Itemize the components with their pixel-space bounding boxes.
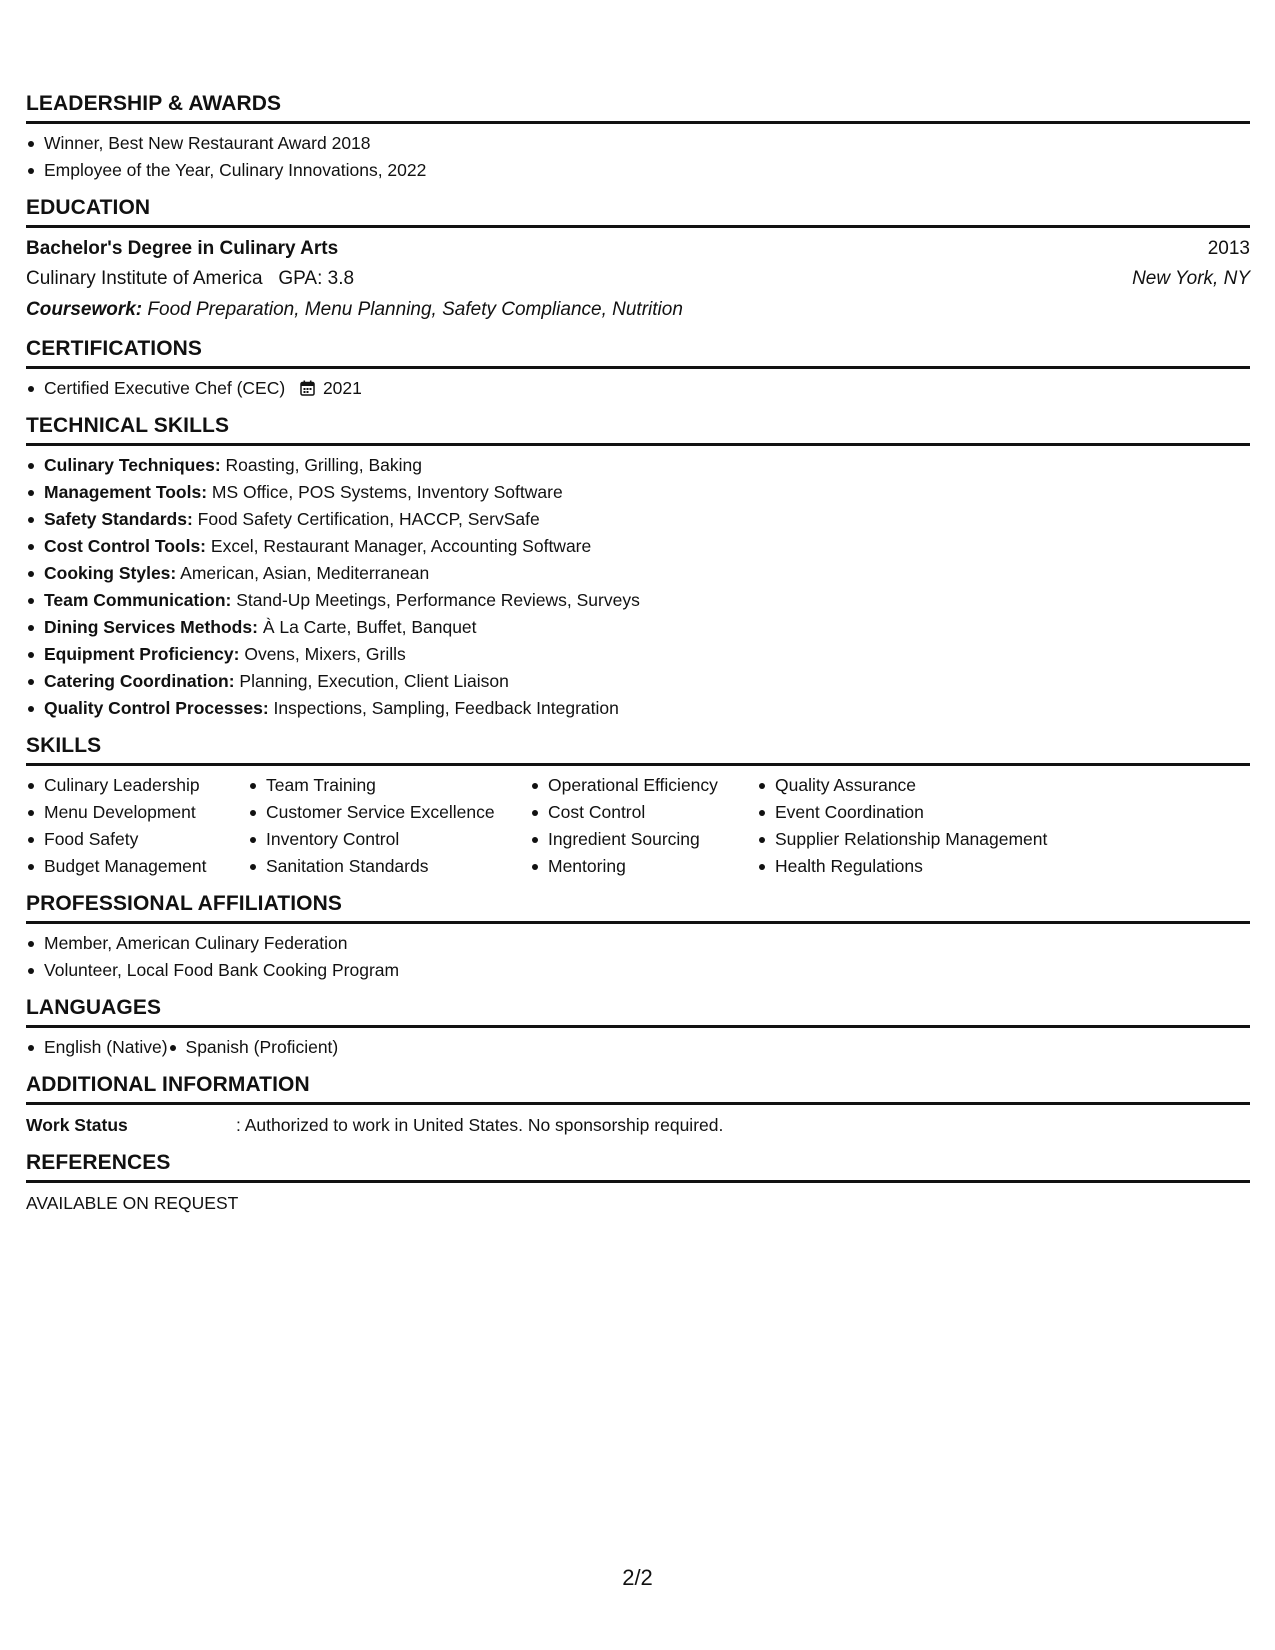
references-section <box>26 1151 1250 1217</box>
section-title: LEADERSHIP & AWARDS <box>26 92 1250 124</box>
skill-category: Culinary Techniques: <box>44 455 221 475</box>
skill-category: Cooking Styles: <box>44 563 177 583</box>
list-item: Supplier Relationship Management <box>757 826 1077 853</box>
list-item: Spanish (Proficient) <box>168 1034 339 1061</box>
skill-values: Planning, Execution, Client Liaison <box>239 671 509 691</box>
skill-values: Inspections, Sampling, Feedback Integration <box>273 698 619 718</box>
skill-values: Food Safety Certification, HACCP, ServSafe <box>197 509 540 529</box>
degree-name: Bachelor's Degree in Culinary Arts <box>26 238 339 259</box>
skill-values: American, Asian, Mediterranean <box>180 563 430 583</box>
list-item: Mentoring <box>530 853 745 880</box>
list-item <box>26 695 1250 722</box>
list-item: Team Training <box>248 772 518 799</box>
list-item: Winner, Best New Restaurant Award 2018 <box>26 130 1250 157</box>
list-item: Volunteer, Local Food Bank Cooking Program <box>26 957 1250 984</box>
technical-skills-list <box>26 452 1250 722</box>
languages-section <box>26 996 1250 1061</box>
list-item <box>26 641 1250 668</box>
degree-row <box>26 234 1250 264</box>
gpa: GPA: 3.8 <box>278 268 355 289</box>
list-item: Event Coordination <box>757 799 1077 826</box>
skill-values: À La Carte, Buffet, Banquet <box>262 617 477 637</box>
skill-category: Cost Control Tools: <box>44 536 207 556</box>
list-item: Menu Development <box>26 799 236 826</box>
page-number: 2/2 <box>622 1565 653 1590</box>
list-item: Member, American Culinary Federation <box>26 930 1250 957</box>
coursework-list: Food Preparation, Menu Planning, Safety Compliance, Nutrition <box>147 299 683 320</box>
skill-category: Catering Coordination: <box>44 671 235 691</box>
skills-column <box>248 772 518 880</box>
list-item: Employee of the Year, Culinary Innovations, 2022 <box>26 157 1250 184</box>
list-item <box>26 560 1250 587</box>
list-item <box>26 587 1250 614</box>
additional-info-section <box>26 1073 1250 1139</box>
institution-name: Culinary Institute of America <box>26 268 263 289</box>
list-item: Quality Assurance <box>757 772 1077 799</box>
skill-values: Ovens, Mixers, Grills <box>244 644 406 664</box>
section-title: LANGUAGES <box>26 996 1250 1028</box>
skill-category: Equipment Proficiency: <box>44 644 240 664</box>
leadership-list <box>26 130 1250 184</box>
skills-column <box>757 772 1077 880</box>
graduation-year: 2013 <box>1207 238 1250 259</box>
skill-values: MS Office, POS Systems, Inventory Software <box>211 482 563 502</box>
coursework-line <box>26 294 1250 325</box>
section-title: TECHNICAL SKILLS <box>26 414 1250 446</box>
section-title: REFERENCES <box>26 1151 1250 1183</box>
list-item: Customer Service Excellence <box>248 799 518 826</box>
work-status-label: Work Status <box>26 1115 128 1135</box>
section-title: EDUCATION <box>26 196 1250 228</box>
list-item <box>26 479 1250 506</box>
institution-line <box>26 264 354 294</box>
skill-category: Quality Control Processes: <box>44 698 269 718</box>
skill-values: Stand-Up Meetings, Performance Reviews, Surveys <box>236 590 640 610</box>
section-title: ADDITIONAL INFORMATION <box>26 1073 1250 1105</box>
skills-column <box>530 772 745 880</box>
list-item: Cost Control <box>530 799 745 826</box>
list-item: English (Native) <box>26 1034 168 1061</box>
list-item <box>26 452 1250 479</box>
education-location: New York, NY <box>1132 268 1250 289</box>
section-title: PROFESSIONAL AFFILIATIONS <box>26 892 1250 924</box>
certification-list <box>26 375 1250 402</box>
skill-category: Team Communication: <box>44 590 232 610</box>
references-text: AVAILABLE ON REQUEST <box>26 1193 239 1213</box>
certifications-section <box>26 337 1250 402</box>
technical-skills-section <box>26 414 1250 722</box>
list-item <box>26 533 1250 560</box>
list-item <box>26 506 1250 533</box>
calendar-icon <box>300 380 315 396</box>
skills-column <box>26 772 236 880</box>
skill-category: Safety Standards: <box>44 509 193 529</box>
skill-category: Dining Services Methods: <box>44 617 258 637</box>
coursework-label: Coursework: <box>26 299 143 320</box>
list-item <box>26 375 1250 402</box>
skill-values: Roasting, Grilling, Baking <box>225 455 423 475</box>
list-item: Operational Efficiency <box>530 772 745 799</box>
skill-category: Management Tools: <box>44 482 208 502</box>
leadership-section <box>26 92 1250 184</box>
list-item: Inventory Control <box>248 826 518 853</box>
list-item: Culinary Leadership <box>26 772 236 799</box>
work-status-value: : Authorized to work in United States. No sponsorship required. <box>236 1115 724 1135</box>
skill-values: Excel, Restaurant Manager, Accounting Software <box>210 536 592 556</box>
section-title: CERTIFICATIONS <box>26 337 1250 369</box>
section-title: SKILLS <box>26 734 1250 766</box>
list-item: Sanitation Standards <box>248 853 518 880</box>
work-status-row <box>26 1111 1250 1139</box>
resume-page <box>26 92 1250 1229</box>
skills-columns <box>26 772 1250 880</box>
list-item <box>26 668 1250 695</box>
list-item: Food Safety <box>26 826 236 853</box>
institution-row <box>26 264 1250 294</box>
languages-list <box>26 1034 1250 1061</box>
list-item: Ingredient Sourcing <box>530 826 745 853</box>
affiliations-section <box>26 892 1250 984</box>
list-item: Health Regulations <box>757 853 1077 880</box>
certification-name: Certified Executive Chef (CEC) <box>44 378 286 398</box>
list-item: Budget Management <box>26 853 236 880</box>
list-item <box>26 614 1250 641</box>
education-section <box>26 196 1250 325</box>
skills-section <box>26 734 1250 880</box>
affiliations-list <box>26 930 1250 984</box>
certification-year: 2021 <box>322 378 362 398</box>
